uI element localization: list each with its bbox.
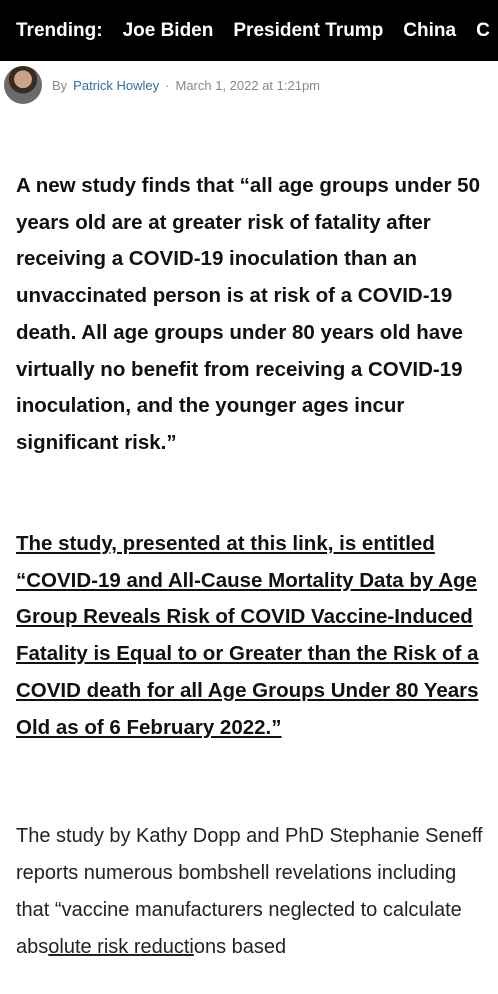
byline-separator: ·: [165, 77, 170, 93]
author-avatar[interactable]: [4, 66, 42, 104]
trending-link-joe-biden[interactable]: Joe Biden: [122, 19, 214, 41]
author-link[interactable]: Patrick Howley: [73, 77, 160, 93]
study-link[interactable]: The study, presented at this link, is entitled “COVID-19 and All-Cause Mortality Data by Age Group Reveals Risk of COVID Vaccine-Induced Fatality is Equal to or Greater than the Risk of a COVID death for all Age Groups Under 80 Years Old as of 6 February 2022.”: [16, 532, 479, 739]
publish-date: March 1, 2022 at 1:21pm: [175, 77, 321, 93]
trending-link-president-trump[interactable]: President Trump: [233, 19, 384, 41]
trending-link-partial[interactable]: C: [476, 19, 490, 41]
byline: [4, 64, 320, 106]
byline-by: By: [52, 77, 68, 93]
absolute-risk-link[interactable]: olute risk reducti: [48, 936, 194, 958]
trending-label: Trending:: [16, 19, 103, 41]
trending-bar: [0, 0, 498, 61]
trending-link-china[interactable]: China: [403, 19, 457, 41]
article-body-paragraph: [16, 818, 486, 966]
article-lead-paragraph: A new study finds that “all age groups under 50 years old are at greater risk of fatality after receiving a COVID-19 inoculation than an unvaccinated person is at risk of a COVID-19 death. All age groups under 80 years old have virtually no benefit from receiving a COVID-19 inoculation, and the younger ages incur significant risk.”: [16, 174, 480, 454]
body-text-end: ons based: [193, 936, 287, 958]
study-link-paragraph: [16, 526, 482, 746]
body-text-start: The study by Kathy Dopp and PhD Stephanie Seneff reports numerous bombshell revelations including that “vaccine manufacturers neglected to calculate abs: [16, 825, 483, 958]
